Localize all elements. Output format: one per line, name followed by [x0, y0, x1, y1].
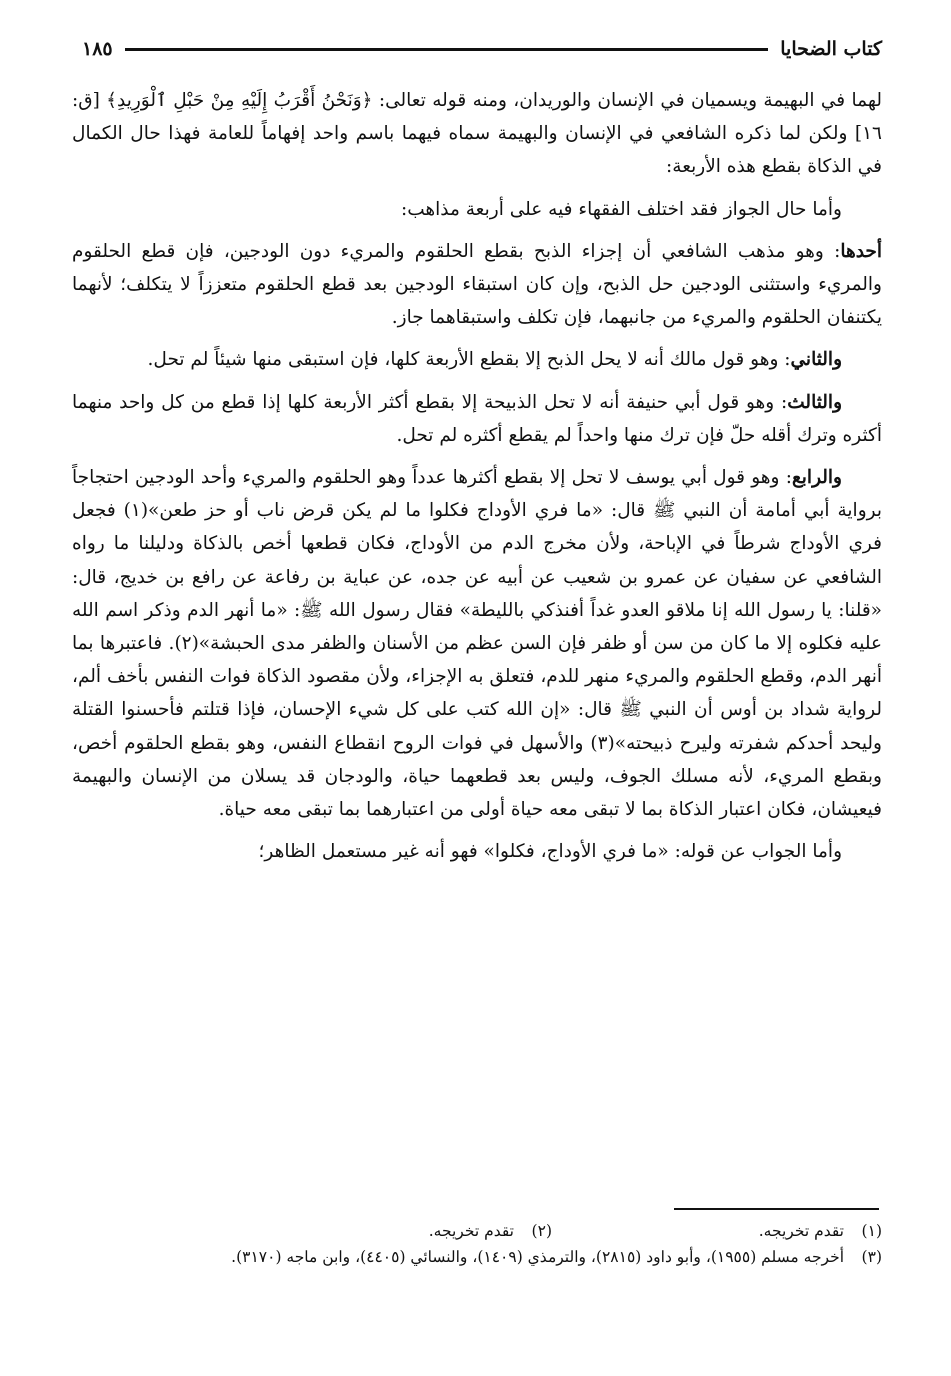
running-header [82, 34, 882, 64]
paragraph [72, 84, 882, 184]
main-text [72, 84, 882, 877]
paragraph [72, 386, 882, 452]
footnote-text: أخرجه مسلم (١٩٥٥)، وأبو داود (٢٨١٥)، والترمذي (١٤٠٩)، والنسائي (٤٤٠٥)، وابن ماجه (٣١٧٠). [231, 1248, 844, 1266]
footnotes [72, 1218, 882, 1270]
footnote-number: (٣) [861, 1248, 882, 1266]
footnote [552, 1218, 882, 1244]
footnote-number: (١) [861, 1222, 882, 1240]
paragraph-text: : وهو قول مالك أنه لا يحل الذبح إلا بقطع الأربعة كلها، فإن استبقى منها شيئاً لم تحل. [147, 349, 791, 371]
header-rule [125, 48, 769, 51]
paragraph [72, 193, 882, 226]
footnote-text: تقدم تخريجه. [758, 1222, 844, 1240]
footnote-number: (٢) [531, 1222, 552, 1240]
paragraph-text: وأما حال الجواز فقد اختلف الفقهاء فيه على أربعة مذاهب: [400, 198, 842, 220]
paragraph-lead: والثاني [790, 349, 842, 371]
footnote-separator [674, 1208, 879, 1210]
paragraph-text: : وهو قول أبي حنيفة أنه لا تحل الذبيحة إلا بقطع أكثر الأربعة كلها إذا قطع من كل واحد منهما أكثره وترك أقله حلّ فإن ترك منها واحداً لم يقطع أكثره لم تحل. [72, 391, 882, 446]
paragraph-text: لهما في البهيمة ويسميان في الإنسان والوريدان، ومنه قوله تعالى: ﴿وَنَحْنُ أَقْرَبُ إِلَيْهِ مِنْ حَبْلِ ٱلْوَرِيدِ﴾ [ق: ١٦] ولكن لما ذكره الشافعي في الإنسان والبهيمة سماه فيهما باسم واحد إفهاماً للعامة فهذا حال الكمال في الذكاة بقطع هذه الأربعة: [72, 90, 882, 178]
paragraph [72, 461, 882, 826]
footnote-text: تقدم تخريجه. [428, 1222, 514, 1240]
chapter-title: كتاب الضحايا [780, 38, 882, 60]
footnote [72, 1244, 882, 1270]
paragraph-text: : وهو مذهب الشافعي أن إجزاء الذبح بقطع الحلقوم والمريء دون الودجين، فإن قطع الحلقوم والمريء واستثنى الودجين حل الذبح، وإن كان استبقاء الودجين بعد قطع الحلقوم متعززاً لا يتكلف؛ لأنهما يكتنفان الحلقوم والمريء من جانبهما، فإن تكلف واستبقاهما جاز. [72, 240, 882, 329]
paragraph-lead: أحدها [840, 240, 882, 262]
paragraph-lead: والثالث [787, 391, 842, 413]
paragraph-lead: والرابع [791, 467, 842, 489]
paragraph [72, 235, 882, 335]
footnote [222, 1218, 552, 1244]
page-number: ١٨٥ [82, 38, 113, 60]
paragraph-text: : وهو قول أبي يوسف لا تحل إلا بقطع أكثرها عدداً وهو الحلقوم والمريء وأحد الودجين احتجاجاً برواية أبي أمامة أن النبي ﷺ قال: «ما فري الأوداج فكلوا ما لم يكن قرض ناب أو حز طعن»(١) فجعل فري الأوداج شرطاً في الإباحة، ولأن مخرج الدم من الأوداج، فكان قطعها أخص بالذكاة ودليلنا ما رواه الشافعي عن سفيان عن عمرو بن شعيب عن أبيه عن جده، عن عباية بن رفاعة عن رافع بن خديج، قال: «قلنا: يا رسول الله إنا ملاقو العدو غداً أفنذكي بالليطة» فقال رسول الله ﷺ: «ما أنهر الدم وذكر اسم الله عليه فكلوه إلا ما كان من سن أو ظفر فإن السن عظم من الأسنان والظفر مدى الحبشة»(٢). فاعتبرها بما أنهر الدم، وقطع الحلقوم والمريء منهر للدم، فتعلق به الإجزاء، ولأن مقصود الذكاة فوات النفس بأخف ألم، لرواية شداد بن أوس أن النبي ﷺ قال: «إن الله كتب على كل شيء الإحسان، فإذا قتلتم فأحسنوا القتلة وليحد أحدكم شفرته وليرح ذبيحته»(٣) والأسهل في فوات الروح انقطاع النفس، وهو بقطع الحلقوم أخص، وبقطع المريء، لأنه مسلك الجوف، وليس بعد قطعهما حياة، والودجان قد يسلان من الإنسان والبهيمة فيعيشان، فكان اعتبار الذكاة بما لا تبقى معه حياة أولى من اعتبارهما بما تبقى معه حياة. [72, 467, 882, 821]
paragraph [72, 343, 882, 376]
footnote-row [72, 1218, 882, 1244]
paragraph [72, 835, 882, 868]
paragraph-text: وأما الجواب عن قوله: «ما فري الأوداج، فكلوا» فهو أنه غير مستعمل الظاهر؛ [258, 841, 842, 863]
